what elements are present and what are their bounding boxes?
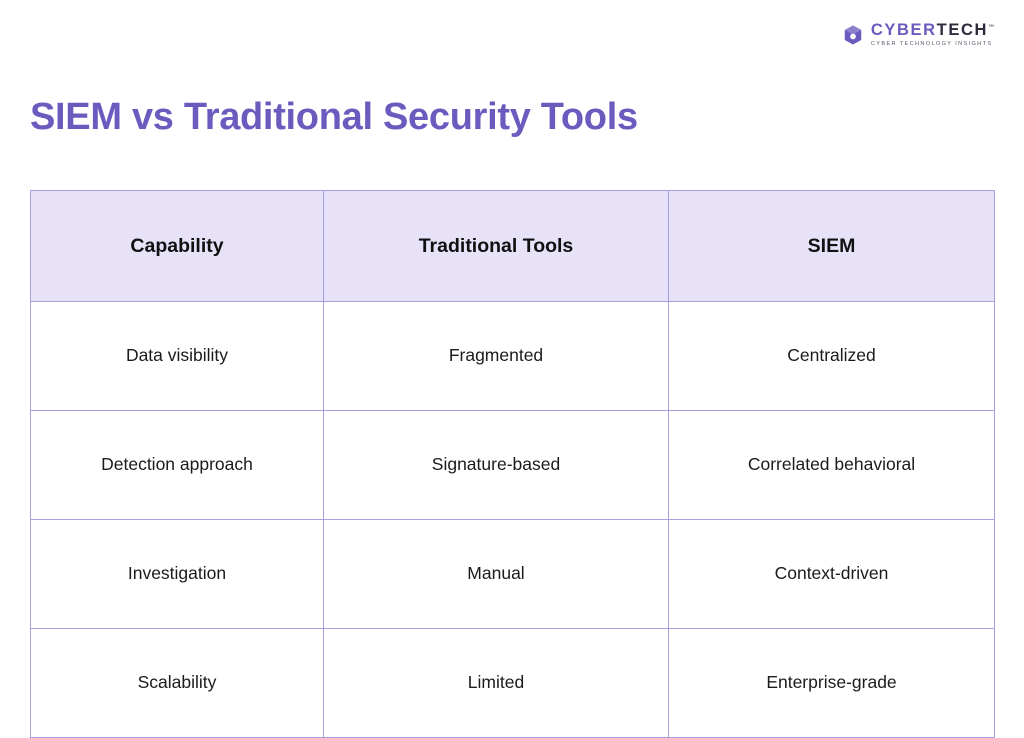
column-header-siem: SIEM (669, 191, 995, 302)
cell-siem: Context-driven (669, 520, 995, 629)
cybertech-hexagon-icon (842, 24, 864, 46)
cell-capability: Investigation (31, 520, 324, 629)
table-row (31, 629, 995, 738)
cell-traditional: Signature-based (324, 411, 669, 520)
column-header-traditional-tools: Traditional Tools (324, 191, 669, 302)
table-row (31, 520, 995, 629)
cell-traditional: Manual (324, 520, 669, 629)
brand-name-part2: TECH (936, 21, 988, 39)
page-title: SIEM vs Traditional Security Tools (30, 96, 638, 138)
cell-capability: Detection approach (31, 411, 324, 520)
table-body (31, 302, 995, 738)
cell-capability: Scalability (31, 629, 324, 738)
brand-text (871, 22, 994, 47)
brand-name (871, 22, 994, 39)
table-header-row (31, 191, 995, 302)
comparison-table (30, 190, 995, 738)
table-header (31, 191, 995, 302)
cell-traditional: Fragmented (324, 302, 669, 411)
cell-siem: Enterprise-grade (669, 629, 995, 738)
brand-name-part1: CYBER (870, 21, 937, 39)
cell-siem: Correlated behavioral (669, 411, 995, 520)
cell-traditional: Limited (324, 629, 669, 738)
brand-tagline: CYBER TECHNOLOGY INSIGHTS (870, 40, 993, 47)
table-row (31, 302, 995, 411)
brand-trademark: ™ (988, 24, 994, 31)
column-header-capability: Capability (31, 191, 324, 302)
cell-capability: Data visibility (31, 302, 324, 411)
table-row (31, 411, 995, 520)
cell-siem: Centralized (669, 302, 995, 411)
brand-logo (842, 22, 994, 47)
